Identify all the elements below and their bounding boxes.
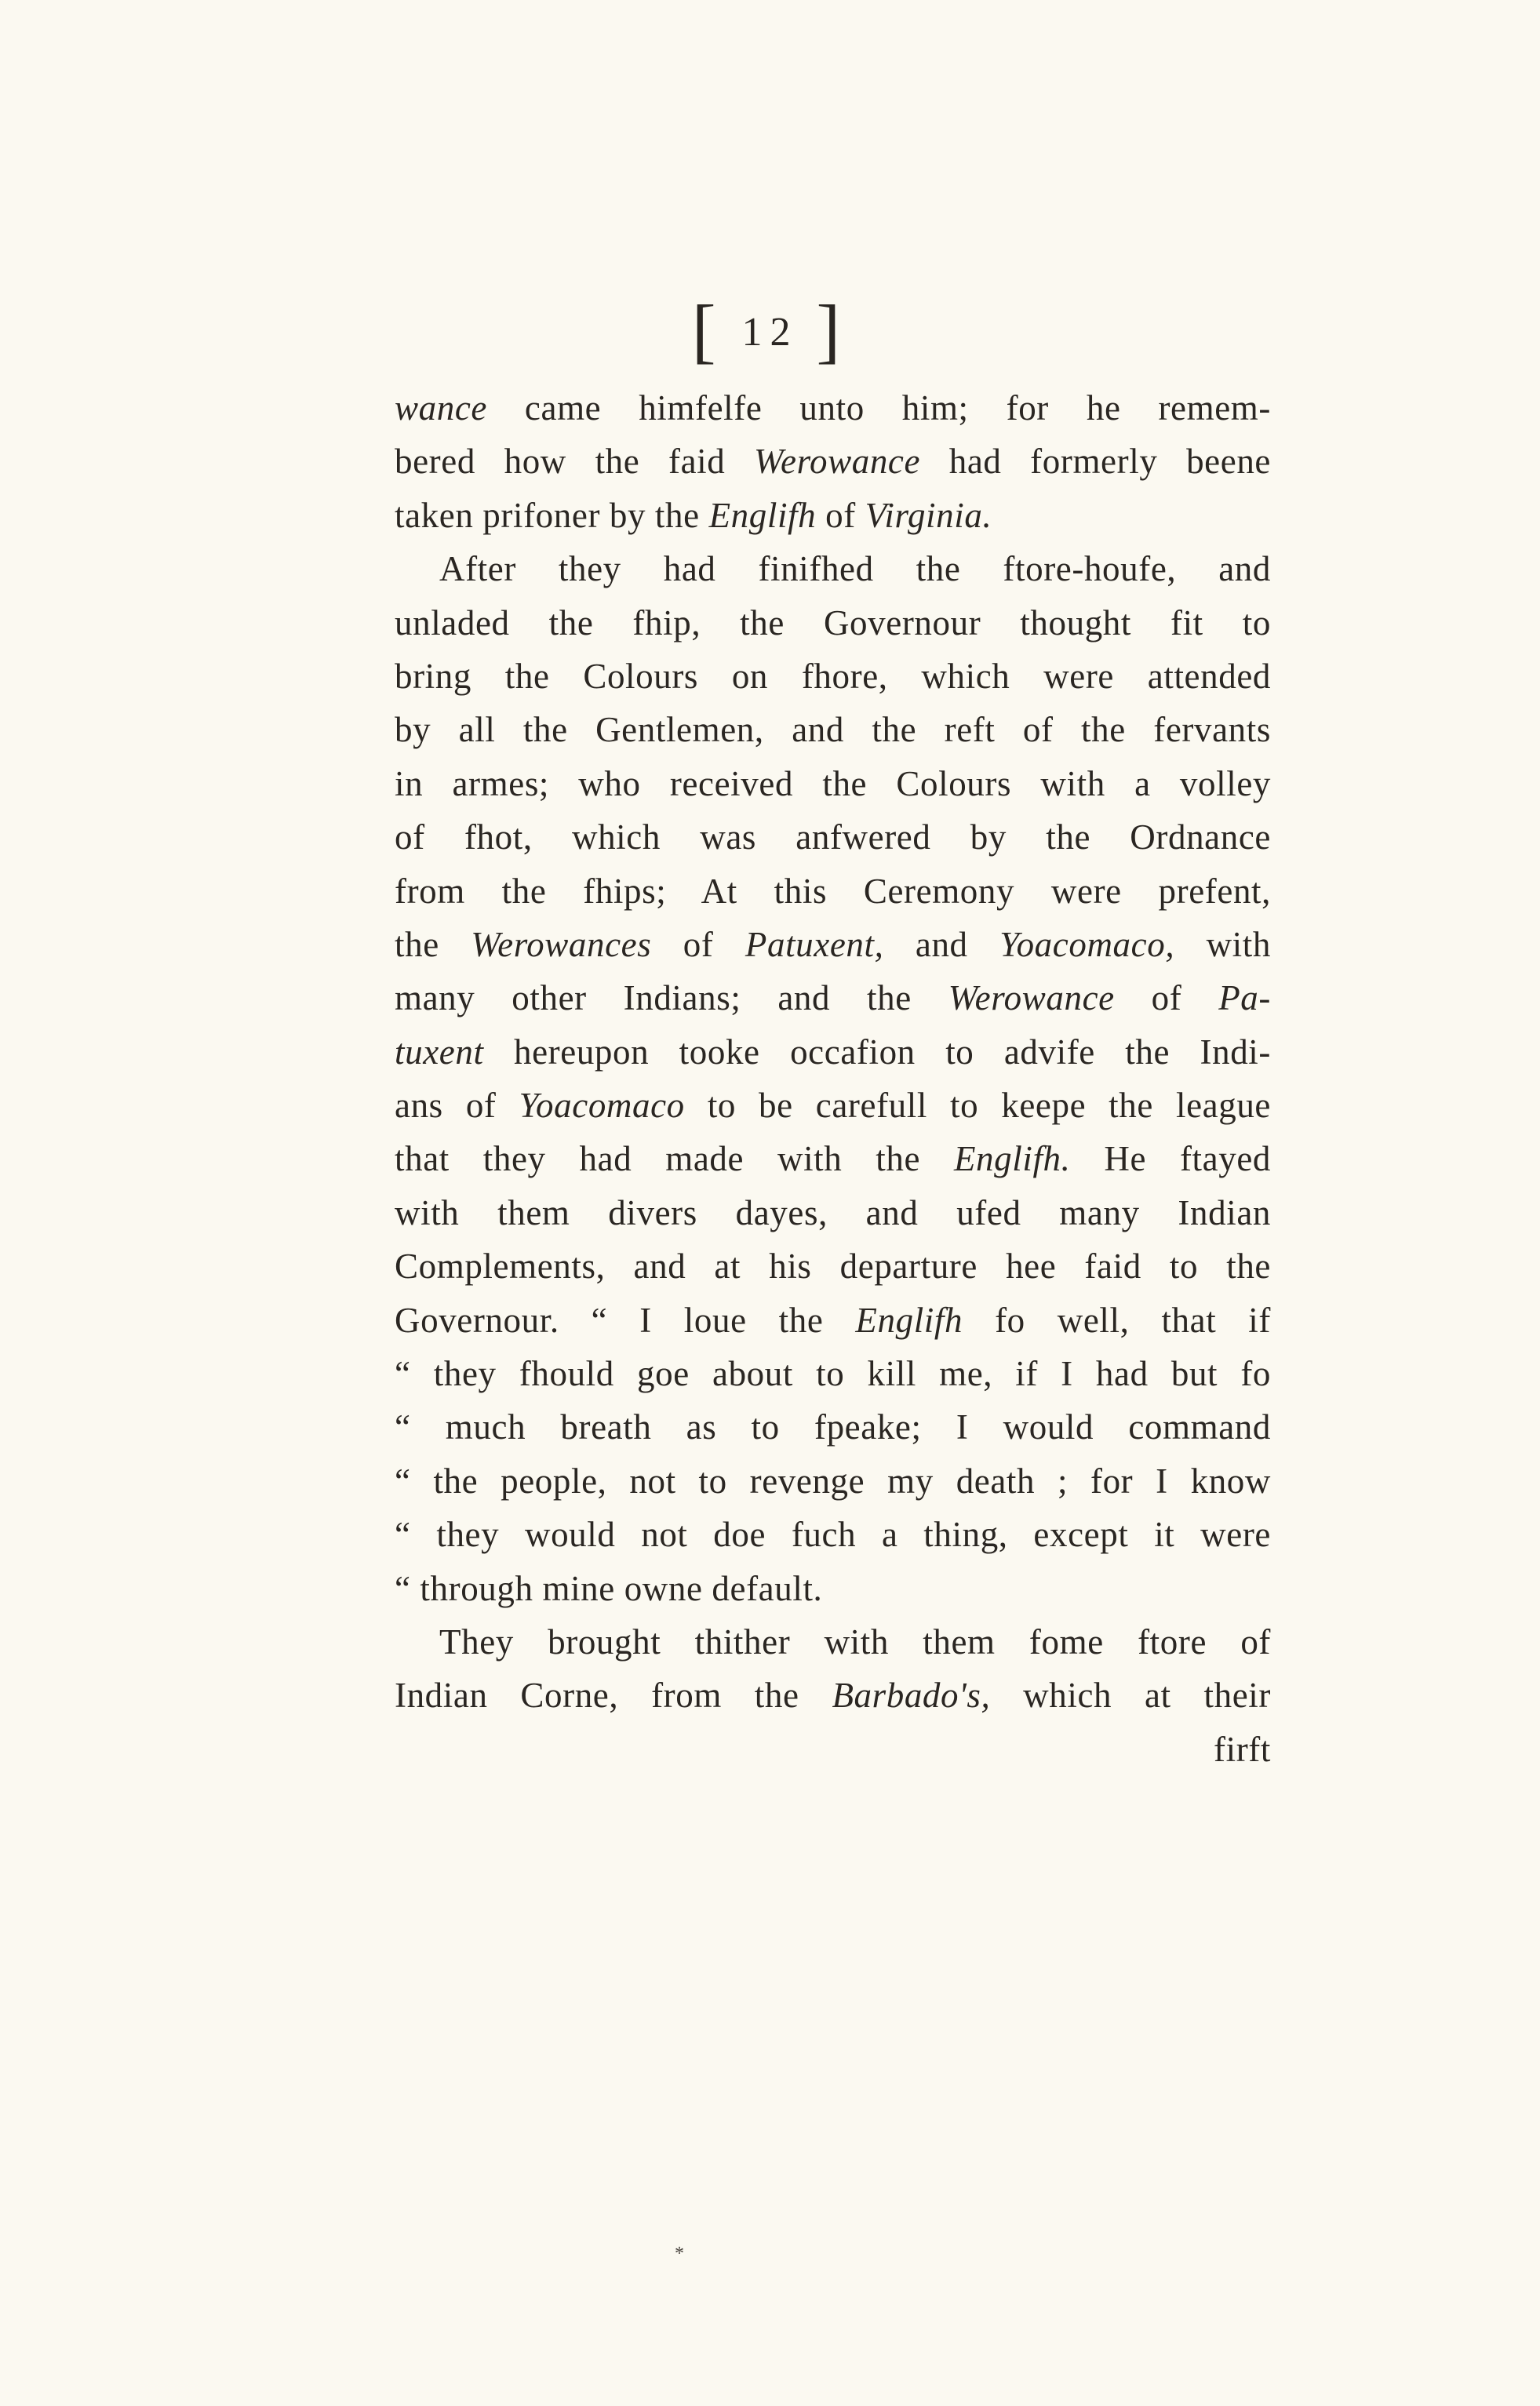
italic-text: Patuxent, [745,924,884,964]
text-line [395,703,1271,756]
italic-text: wance [395,388,487,428]
text-segment: unladed the fhip, the Governour thought fit to [395,602,1271,642]
text-line [395,381,1271,435]
italic-text: Englifh [708,495,817,535]
text-segment: in armes; who received the Colours with a volley [395,763,1271,803]
ornament-mark: * [675,2244,684,2264]
text-segment: “ much breath as to fpeake; I would command [395,1407,1271,1447]
text-segment: many other Indians; and the [395,978,948,1018]
text-segment: They brought thither with them fome ftore of [439,1622,1271,1662]
text-line [395,918,1271,971]
text-segment: which at their [990,1676,1271,1716]
text-segment: with them divers dayes, and ufed many Indian [395,1192,1271,1232]
italic-text: Englifh. [953,1139,1071,1179]
text-line [395,1186,1271,1239]
text-segment: Indian Corne, from the [395,1676,832,1716]
text-segment: fo well, that if [963,1300,1271,1340]
italic-text: Werowance [754,442,921,482]
text-segment: and [883,924,1000,964]
text-line [395,1615,1271,1669]
italic-text: Pa- [1218,978,1271,1018]
italic-text: tuxent [395,1032,484,1072]
text-segment: ans of [395,1086,519,1126]
text-segment: firft [1214,1729,1271,1769]
text-line [395,1132,1271,1185]
italic-text: Yoacomaco, [999,924,1175,964]
text-line [395,864,1271,918]
italic-text: Werowance [948,978,1115,1018]
text-segment: He ftayed [1070,1139,1272,1179]
page-number [0,289,1540,372]
italic-text: Englifh [855,1300,963,1340]
text-segment: with [1174,924,1271,964]
text-segment: of [1114,978,1219,1018]
text-segment: “ they fhould goe about to kill me, if I had but fo [395,1354,1271,1394]
text-line [395,435,1271,488]
page-number-close-bracket: ] [816,290,849,370]
text-segment: “ they would not doe fuch a thing, except it were [395,1515,1271,1555]
text-segment: bring the Colours on fhore, which were attended [395,656,1271,696]
page-number-open-bracket: [ [691,290,724,370]
text-line [395,489,1271,542]
text-line [395,971,1271,1025]
text-segment: of [651,924,745,964]
text-segment: After they had finifhed the ftore-houfe, and [439,549,1271,589]
text-segment: hereupon tooke occafion to advife the Indi- [483,1032,1271,1072]
text-segment: by all the Gentlemen, and the reft of the fervants [395,710,1271,750]
text-segment: “ the people, not to revenge my death ; for I know [395,1461,1271,1501]
text-line [395,1294,1271,1347]
text-segment: had formerly beene [920,442,1272,482]
text-segment: “ through mine owne default. [395,1568,823,1608]
text-line [395,1347,1271,1400]
text-line [395,757,1271,810]
text-segment: to be carefull to keepe the league [684,1086,1272,1126]
text-segment: Governour. “ I loue the [395,1300,856,1340]
text-segment: from the fhips; At this Ceremony were prefent, [395,871,1271,911]
text-segment: the [395,924,471,964]
text-line [395,596,1271,650]
text-segment: came himfelfe unto him; for he remem- [486,388,1271,428]
text-segment: of [816,495,865,535]
text-line [395,1508,1271,1561]
italic-text: Barbado's, [832,1676,991,1716]
text-line [395,810,1271,864]
text-segment: of fhot, which was anfwered by the Ordnance [395,817,1271,857]
text-segment: taken prifoner by the [395,495,709,535]
text-line [395,1454,1271,1508]
italic-text: Virginia. [865,495,992,535]
text-line [395,1025,1271,1079]
text-line [395,1079,1271,1132]
text-line [395,1239,1271,1293]
text-segment: bered how the faid [395,442,755,482]
text-line [395,542,1271,595]
italic-text: Werowances [471,924,652,964]
text-line [395,1723,1271,1776]
page-number-value: 12 [741,310,799,355]
italic-text: Yoacomaco [519,1086,685,1126]
body-text [395,381,1271,1776]
text-segment: that they had made with the [395,1139,954,1179]
text-segment: Complements, and at his departure hee faid to the [395,1247,1271,1287]
text-line [395,1562,1271,1615]
text-line [395,1400,1271,1454]
text-line [395,650,1271,703]
text-line [395,1669,1271,1722]
